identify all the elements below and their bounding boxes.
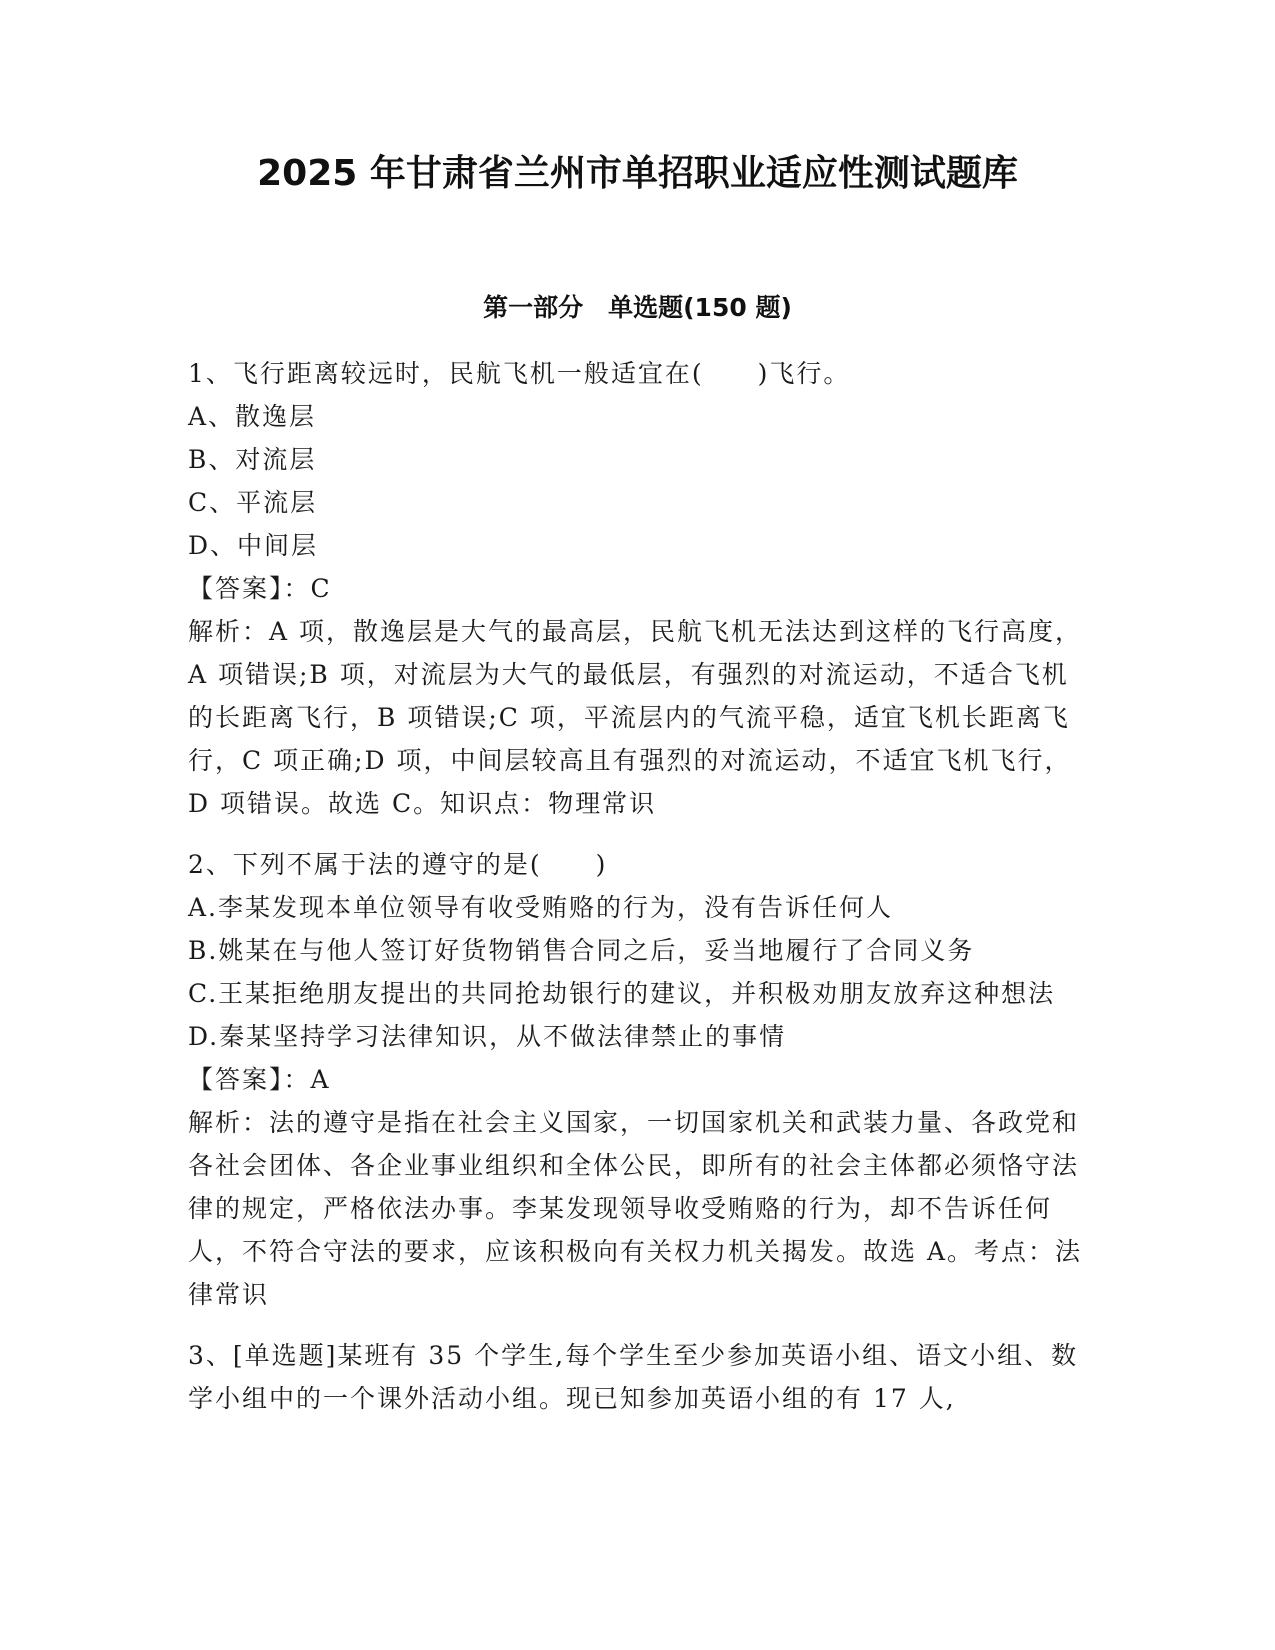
document-title: 2025 年甘肃省兰州市单招职业适应性测试题库 [257, 153, 1018, 194]
question-stem: 2、下列不属于法的遵守的是( ) [188, 850, 608, 879]
question-list [188, 352, 1088, 1438]
answer-line: 【答案】：A [188, 1065, 331, 1094]
option-d: D、中间层 [188, 531, 319, 560]
option-c: C.王某拒绝朋友提出的共同抢劫银行的建议，并积极劝朋友放弃这种想法 [188, 979, 1056, 1008]
question-1 [188, 352, 1088, 825]
option-c: C、平流层 [188, 488, 318, 517]
answer-line: 【答案】：C [188, 574, 332, 603]
question-2 [188, 843, 1088, 1316]
option-b: B.姚某在与他人签订好货物销售合同之后，妥当地履行了合同义务 [188, 936, 975, 965]
question-stem: 3、[单选题]某班有 35 个学生,每个学生至少参加英语小组、语文小组、数学小组中的一个课外活动小组。现已知参加英语小组的有 17 人, [188, 1341, 1079, 1413]
explanation: 解析：A 项，散逸层是大气的最高层，民航飞机无法达到这样的飞行高度，A 项错误;B 项，对流层为大气的最低层，有强烈的对流运动，不适合飞机的长距离飞行，B 项错误;C 项，平流层内的气流平稳，适宜飞机长距离飞行，C 项正确;D 项，中间层较高且有强烈的对流运动，不适宜飞机飞行，D 项错误。故选 C。知识点：物理常识 [188, 617, 1083, 818]
question-stem: 1、飞行距离较远时，民航飞机一般适宜在( )飞行。 [188, 359, 851, 388]
option-b: B、对流层 [188, 445, 317, 474]
section-title: 第一部分 单选题(150 题) [483, 293, 792, 322]
option-a: A、散逸层 [188, 402, 317, 431]
option-a: A.李某发现本单位领导有收受贿赂的行为，没有告诉任何人 [188, 893, 894, 922]
question-3 [188, 1334, 1088, 1420]
explanation: 解析：法的遵守是指在社会主义国家，一切国家机关和武装力量、各政党和各社会团体、各企业事业组织和全体公民，即所有的社会主体都必须恪守法律的规定，严格依法办事。李某发现领导收受贿赂的行为，却不告诉任何人，不符合守法的要求，应该积极向有关权力机关揭发。故选 A。考点：法律常识 [188, 1108, 1083, 1309]
option-d: D.秦某坚持学习法律知识，从不做法律禁止的事情 [188, 1022, 787, 1051]
